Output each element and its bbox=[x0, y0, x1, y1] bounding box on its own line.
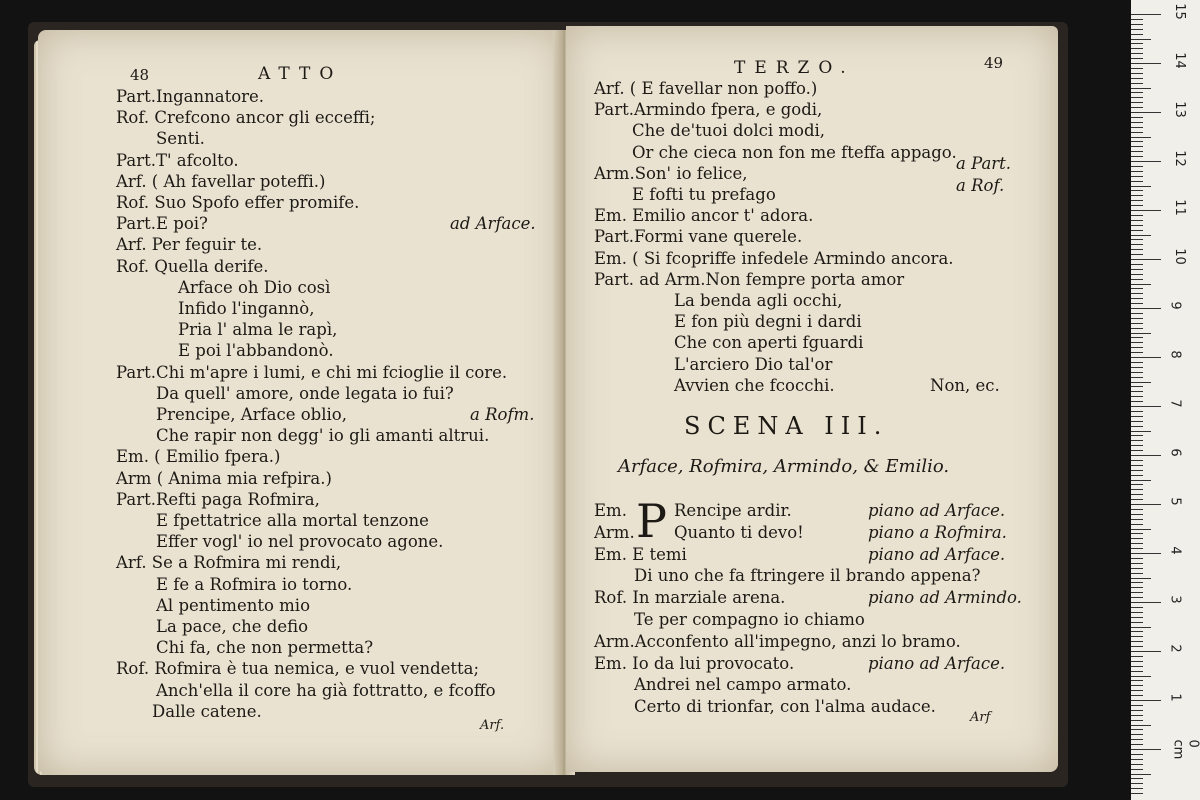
ruler-tick bbox=[1131, 435, 1143, 436]
ruler-tick bbox=[1131, 666, 1143, 667]
ruler-tick bbox=[1131, 421, 1143, 422]
ruler-tick bbox=[1131, 78, 1143, 79]
ruler-tick bbox=[1131, 284, 1151, 285]
ruler-tick bbox=[1131, 279, 1143, 280]
ruler-tick bbox=[1131, 88, 1151, 89]
scene-cast: Arface, Rofmira, Armindo, & Emilio. bbox=[618, 456, 950, 477]
ruler-tick bbox=[1131, 274, 1143, 275]
ruler-tick bbox=[1131, 651, 1161, 652]
ruler-tick bbox=[1131, 484, 1143, 485]
verse-line: Part.E poi? bbox=[116, 214, 208, 234]
ruler-tick bbox=[1131, 29, 1143, 30]
ruler-tick bbox=[1131, 195, 1143, 196]
ruler-tick bbox=[1131, 671, 1143, 672]
verse-line: Arm.Acconfento all'impegno, anzi lo bramo. bbox=[594, 631, 961, 651]
verse-line: Andrei nel campo armato. bbox=[634, 675, 852, 695]
verse-line: Arface oh Dio così bbox=[178, 277, 331, 297]
ruler-tick bbox=[1131, 347, 1143, 348]
ruler-tick bbox=[1131, 210, 1161, 211]
verse-line: Dalle catene. bbox=[152, 701, 262, 721]
ruler-tick bbox=[1131, 764, 1143, 765]
verse-line: Certo di trionfar, con l'alma audace. bbox=[634, 697, 936, 717]
ruler-tick bbox=[1131, 161, 1161, 162]
verse-line: Or che cieca non fon me fteffa appago. bbox=[632, 142, 957, 162]
ruler-tick bbox=[1131, 676, 1151, 677]
ruler-tick bbox=[1131, 377, 1143, 378]
ruler-tick bbox=[1131, 92, 1143, 93]
ruler-tick bbox=[1131, 239, 1143, 240]
ruler-tick bbox=[1131, 582, 1143, 583]
ruler-tick bbox=[1131, 308, 1161, 309]
ruler-tick bbox=[1131, 475, 1143, 476]
ruler-tick bbox=[1131, 489, 1143, 490]
ruler-tick bbox=[1131, 58, 1143, 59]
ruler-tick bbox=[1131, 788, 1143, 789]
ruler-tick bbox=[1131, 690, 1143, 691]
ruler-tick bbox=[1131, 783, 1143, 784]
verse-line: Da quell' amore, onde legata io fui? bbox=[156, 383, 454, 403]
verse-line: Arf. Se a Rofmira mi rendi, bbox=[116, 553, 342, 573]
ruler-tick bbox=[1131, 455, 1161, 456]
ruler-tick bbox=[1131, 63, 1161, 64]
measuring-ruler bbox=[1131, 0, 1200, 800]
verse-line: Part. ad Arm.Non fempre porta amor bbox=[594, 269, 905, 289]
ruler-tick bbox=[1131, 587, 1143, 588]
ruler-tick bbox=[1131, 24, 1143, 25]
ruler-tick bbox=[1131, 53, 1143, 54]
verse-line: Anch'ella il core ha già fottratto, e fcoffo bbox=[156, 680, 496, 700]
ruler-tick bbox=[1131, 641, 1143, 642]
ruler-tick bbox=[1131, 627, 1151, 628]
ruler-tick bbox=[1131, 631, 1143, 632]
ruler-tick bbox=[1131, 445, 1143, 446]
ruler-tick bbox=[1131, 617, 1143, 618]
verse-line: E fofti tu prefago bbox=[632, 185, 776, 204]
ruler-tick bbox=[1131, 328, 1143, 329]
ruler-label: 10 bbox=[1171, 248, 1187, 265]
verse-line: Em. ( Emilio fpera.) bbox=[116, 447, 281, 467]
ruler-tick bbox=[1131, 592, 1143, 593]
ruler-tick bbox=[1131, 440, 1143, 441]
ruler-tick bbox=[1131, 597, 1143, 598]
verse-line: Pria l' alma le rapì, bbox=[178, 320, 338, 340]
ruler-tick bbox=[1131, 352, 1143, 353]
ruler-tick bbox=[1131, 34, 1143, 35]
ruler-tick bbox=[1131, 176, 1143, 177]
ruler-tick bbox=[1131, 749, 1161, 750]
ruler-tick bbox=[1131, 524, 1143, 525]
ruler-tick bbox=[1131, 337, 1143, 338]
ruler-tick bbox=[1131, 102, 1143, 103]
marginal-note: piano ad Armindo. bbox=[868, 588, 1022, 608]
verse-line: Infido l'ingannò, bbox=[178, 299, 315, 318]
ruler-tick bbox=[1131, 288, 1143, 289]
marginal-note: piano ad Arface. bbox=[868, 544, 1006, 564]
ruler-label: 13 bbox=[1171, 101, 1187, 118]
verse-line: Che rapir non degg' io gli amanti altrui. bbox=[156, 426, 490, 446]
verse-line: E fpettatrice alla mortal tenzone bbox=[156, 511, 429, 530]
ruler-tick bbox=[1131, 480, 1151, 481]
verse-line: Effer vogl' io nel provocato agone. bbox=[156, 532, 444, 552]
left-catchword: Arf. bbox=[480, 718, 505, 733]
ruler-tick bbox=[1131, 137, 1151, 138]
verse-line: Prencipe, Arface oblio, bbox=[156, 405, 347, 424]
ruler-tick bbox=[1131, 504, 1161, 505]
ruler-tick bbox=[1131, 14, 1161, 15]
scene-title: SCENA III. bbox=[684, 412, 889, 440]
ruler-label: 15 bbox=[1171, 3, 1187, 20]
verse-line: Te per compagno io chiamo bbox=[634, 610, 865, 629]
right-page bbox=[566, 26, 1058, 772]
ruler-tick bbox=[1131, 244, 1143, 245]
verse-line: Al pentimento mio bbox=[156, 595, 311, 615]
ruler-label: 8 bbox=[1167, 350, 1183, 359]
ruler-tick bbox=[1131, 386, 1143, 387]
ruler-tick bbox=[1131, 254, 1143, 255]
ruler-tick bbox=[1131, 333, 1151, 334]
ruler-tick bbox=[1131, 431, 1151, 432]
ruler-tick bbox=[1131, 156, 1143, 157]
ruler-tick bbox=[1131, 48, 1143, 49]
verse-line: Arm ( Anima mia refpira.) bbox=[116, 468, 332, 488]
ruler-tick bbox=[1131, 39, 1151, 40]
ruler-tick bbox=[1131, 342, 1143, 343]
left-running-header: ATTO bbox=[258, 64, 343, 84]
ruler-tick bbox=[1131, 264, 1143, 265]
ruler-tick bbox=[1131, 318, 1143, 319]
ruler-tick bbox=[1131, 538, 1143, 539]
verse-line: E fe a Rofmira io torno. bbox=[156, 574, 353, 594]
ruler-tick bbox=[1131, 558, 1143, 559]
verse-line: Arm.Son' io felice, bbox=[594, 163, 748, 183]
ruler-tick bbox=[1131, 734, 1143, 735]
ruler-label: 12 bbox=[1171, 150, 1187, 167]
ruler-tick bbox=[1131, 382, 1151, 383]
ruler-tick bbox=[1131, 622, 1143, 623]
left-page-number: 48 bbox=[130, 66, 150, 84]
verse-line: Em. Io da lui provocato. bbox=[594, 653, 795, 673]
ruler-tick bbox=[1131, 151, 1143, 152]
ruler-label: 9 bbox=[1167, 301, 1183, 310]
ruler-tick bbox=[1131, 43, 1143, 44]
ruler-tick bbox=[1131, 470, 1143, 471]
ruler-tick bbox=[1131, 19, 1143, 20]
ruler-tick bbox=[1131, 754, 1143, 755]
ruler-tick bbox=[1131, 293, 1143, 294]
ruler-tick bbox=[1131, 739, 1143, 740]
verse-line-rest: Quanto ti devo! bbox=[674, 522, 804, 542]
ruler-tick bbox=[1131, 205, 1143, 206]
verse-line: Em. E temi bbox=[594, 544, 687, 564]
ruler-tick bbox=[1131, 186, 1151, 187]
ruler-tick bbox=[1131, 793, 1143, 794]
ruler-tick bbox=[1131, 416, 1143, 417]
ruler-tick bbox=[1131, 426, 1143, 427]
ruler-label: 4 bbox=[1167, 546, 1183, 555]
ruler-tick bbox=[1131, 372, 1143, 373]
verse-line: Rof. Suo Spofo effer promife. bbox=[116, 193, 360, 212]
ruler-tick bbox=[1131, 323, 1143, 324]
ruler-tick bbox=[1131, 499, 1143, 500]
ruler-label: 5 bbox=[1167, 497, 1183, 506]
ruler-tick bbox=[1131, 636, 1143, 637]
ruler-label: 6 bbox=[1167, 448, 1183, 457]
ruler-tick bbox=[1131, 519, 1143, 520]
marginal-note: piano ad Arface. bbox=[868, 653, 1006, 673]
verse-line: Rof. Crefcono ancor gli ecceffi; bbox=[116, 108, 376, 128]
ruler-tick bbox=[1131, 573, 1143, 574]
ruler-tick bbox=[1131, 396, 1143, 397]
verse-line: Part.Refti paga Rofmira, bbox=[116, 489, 320, 509]
verse-line: E poi l'abbandonò. bbox=[178, 341, 334, 361]
ruler-tick bbox=[1131, 146, 1143, 147]
ruler-tick bbox=[1131, 313, 1143, 314]
marginal-note: piano ad Arface. bbox=[868, 501, 1006, 520]
verse-line: E fon più degni i dardi bbox=[674, 312, 862, 332]
verse-line: Arm. bbox=[594, 522, 635, 542]
ruler-tick bbox=[1131, 685, 1143, 686]
ruler-tick bbox=[1131, 553, 1161, 554]
verse-line: Part.Armindo fpera, e godi, bbox=[594, 100, 823, 120]
ruler-tick bbox=[1131, 715, 1143, 716]
verse-line: Rof. In marziale arena. bbox=[594, 588, 786, 608]
ruler-tick bbox=[1131, 568, 1143, 569]
verse-line: Em. bbox=[594, 501, 627, 520]
ruler-label: 3 bbox=[1167, 595, 1183, 604]
verse-line: La benda agli occhi, bbox=[674, 291, 843, 310]
ruler-tick bbox=[1131, 563, 1143, 564]
verse-line: Che de'tuoi dolci modi, bbox=[632, 121, 826, 141]
ruler-label: 1 bbox=[1167, 693, 1183, 702]
ruler-tick bbox=[1131, 700, 1161, 701]
ruler-tick bbox=[1131, 141, 1143, 142]
verse-line: Avvien che fcocchi. bbox=[674, 375, 835, 395]
ruler-tick bbox=[1131, 778, 1143, 779]
ruler-tick bbox=[1131, 112, 1161, 113]
ruler-tick bbox=[1131, 97, 1143, 98]
ruler-tick bbox=[1131, 230, 1143, 231]
ruler-tick bbox=[1131, 465, 1143, 466]
ruler-tick bbox=[1131, 769, 1143, 770]
ruler-label: 0 cm bbox=[1170, 739, 1200, 760]
ruler-tick bbox=[1131, 759, 1143, 760]
ruler-tick bbox=[1131, 612, 1143, 613]
verse-line: La pace, che defio bbox=[156, 617, 309, 636]
right-running-header: TERZO. bbox=[734, 58, 855, 78]
ruler-tick bbox=[1131, 514, 1143, 515]
ruler-tick bbox=[1131, 362, 1143, 363]
ruler-tick bbox=[1131, 259, 1161, 260]
verse-line: L'arciero Dio tal'or bbox=[674, 354, 833, 374]
ruler-label: 14 bbox=[1171, 52, 1187, 69]
ruler-tick bbox=[1131, 200, 1143, 201]
ruler-tick bbox=[1131, 269, 1143, 270]
verse-line: Em. Emilio ancor t' adora. bbox=[594, 206, 814, 226]
ruler-tick bbox=[1131, 235, 1151, 236]
verse-line: Senti. bbox=[156, 129, 205, 149]
ruler-tick bbox=[1131, 401, 1143, 402]
verse-line-rest: Rencipe ardir. bbox=[674, 501, 792, 520]
ruler-tick bbox=[1131, 661, 1143, 662]
verse-line: Che con aperti fguardi bbox=[674, 333, 864, 353]
ruler-tick bbox=[1131, 744, 1143, 745]
left-page bbox=[38, 30, 563, 775]
verse-line: Em. ( Si fcopriffe infedele Armindo ancora. bbox=[594, 248, 954, 268]
ruler-label: 7 bbox=[1167, 399, 1183, 408]
ruler-tick bbox=[1131, 710, 1143, 711]
ruler-tick bbox=[1131, 494, 1143, 495]
ruler-tick bbox=[1131, 391, 1143, 392]
ruler-tick bbox=[1131, 602, 1161, 603]
ruler-tick bbox=[1131, 646, 1143, 647]
ruler-tick bbox=[1131, 656, 1143, 657]
ruler-tick bbox=[1131, 225, 1143, 226]
ruler-tick bbox=[1131, 303, 1143, 304]
ruler-tick bbox=[1131, 117, 1143, 118]
ruler-tick bbox=[1131, 725, 1151, 726]
ruler-tick bbox=[1131, 166, 1143, 167]
verse-line: Arf. ( Ah favellar poteffi.) bbox=[116, 171, 326, 191]
right-page-number: 49 bbox=[984, 54, 1004, 72]
marginal-note: Non, ec. bbox=[930, 375, 1000, 395]
ruler-tick bbox=[1131, 220, 1143, 221]
ruler-tick bbox=[1131, 215, 1143, 216]
ruler-tick bbox=[1131, 533, 1143, 534]
ruler-tick bbox=[1131, 68, 1143, 69]
verse-line: Di uno che fa ftringere il brando appena? bbox=[634, 566, 981, 586]
verse-line: Part.Chi m'apre i lumi, e chi mi fcioglie il core. bbox=[116, 362, 508, 382]
ruler-tick bbox=[1131, 680, 1143, 681]
verse-line: Chi fa, che non permetta? bbox=[156, 638, 374, 658]
ruler-tick bbox=[1131, 249, 1143, 250]
verse-line: Part.Formi vane querele. bbox=[594, 227, 803, 247]
ruler-tick bbox=[1131, 543, 1143, 544]
ruler-tick bbox=[1131, 450, 1143, 451]
ruler-tick bbox=[1131, 578, 1151, 579]
ruler-tick bbox=[1131, 607, 1143, 608]
ruler-tick bbox=[1131, 171, 1143, 172]
ruler-tick bbox=[1131, 298, 1143, 299]
ruler-tick bbox=[1131, 509, 1143, 510]
ruler-tick bbox=[1131, 367, 1143, 368]
verse-line: Rof. Quella derife. bbox=[116, 256, 269, 276]
verse-line: Part.T' afcolto. bbox=[116, 150, 239, 170]
ruler-tick bbox=[1131, 548, 1143, 549]
verse-line: Rof. Rofmira è tua nemica, e vuol vendetta; bbox=[116, 659, 480, 679]
ruler-label: 2 bbox=[1167, 644, 1183, 653]
ruler-tick bbox=[1131, 460, 1143, 461]
marginal-note: a Rof. bbox=[956, 175, 1005, 195]
verse-line: Arf. ( E favellar non poffo.) bbox=[594, 79, 818, 98]
ruler-tick bbox=[1131, 122, 1143, 123]
ruler-label: 11 bbox=[1171, 199, 1187, 216]
ruler-tick bbox=[1131, 705, 1143, 706]
right-catchword: Arf bbox=[970, 710, 991, 725]
ruler-tick bbox=[1131, 411, 1143, 412]
ruler-tick bbox=[1131, 132, 1143, 133]
ruler-tick bbox=[1131, 357, 1161, 358]
ruler-tick bbox=[1131, 107, 1143, 108]
ruler-tick bbox=[1131, 774, 1151, 775]
ruler-tick bbox=[1131, 729, 1143, 730]
ruler-tick bbox=[1131, 127, 1143, 128]
marginal-note: piano a Rofmira. bbox=[868, 522, 1007, 542]
ruler-tick bbox=[1131, 720, 1143, 721]
ruler-tick bbox=[1131, 695, 1143, 696]
marginal-note: a Rofm. bbox=[470, 405, 535, 424]
ruler-tick bbox=[1131, 406, 1161, 407]
ruler-tick bbox=[1131, 181, 1143, 182]
ruler-tick bbox=[1131, 83, 1143, 84]
verse-line: Part.Ingannatore. bbox=[116, 87, 265, 106]
ruler-tick bbox=[1131, 73, 1143, 74]
drop-cap: P bbox=[636, 494, 667, 548]
ruler-tick bbox=[1131, 529, 1151, 530]
marginal-note: a Part. bbox=[956, 153, 1012, 173]
verse-line: Arf. Per feguir te. bbox=[116, 235, 263, 255]
marginal-note: ad Arface. bbox=[450, 214, 536, 234]
ruler-tick bbox=[1131, 190, 1143, 191]
